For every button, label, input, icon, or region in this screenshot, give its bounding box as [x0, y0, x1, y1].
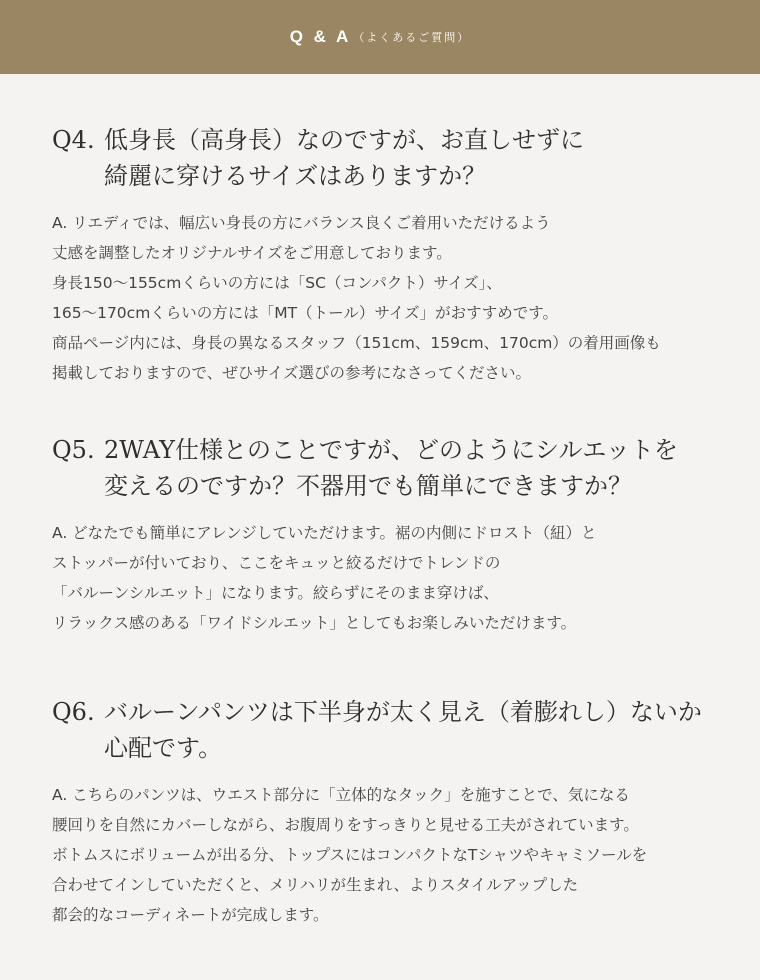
answer-line: ストッパーが付いており、ここをキュッと絞るだけでトレンドの — [52, 554, 501, 572]
header-title: Q & A — [289, 27, 352, 46]
qa-item-q4 — [52, 122, 720, 388]
answer-line: 商品ページ内には、身長の異なるスタッフ（151cm、159cm、170cm）の着用画像も — [52, 334, 661, 352]
answer-line: A. こちらのパンツは、ウエスト部分に「立体的なタック」を施すことで、気になる — [52, 786, 630, 804]
question-text — [104, 694, 720, 766]
question — [52, 122, 720, 194]
question-line: 心配です。 — [104, 734, 223, 762]
header-subtitle: （よくあるご質問） — [353, 31, 471, 44]
answer-line: A. リエディでは、幅広い身長の方にバランス良くご着用いただけるよう — [52, 214, 551, 232]
question-text — [104, 122, 720, 194]
question — [52, 694, 720, 766]
question-number: Q4. — [52, 126, 95, 154]
answer-line: A. どなたでも簡単にアレンジしていただけます。裾の内側にドロスト（紐）と — [52, 524, 597, 542]
answer-line: 身長150〜155cmくらいの方には「SC（コンパクト）サイズ」、 — [52, 274, 502, 292]
question-text — [104, 432, 720, 504]
answer-line: 合わせてインしていただくと、メリハリが生まれ、よりスタイルアップした — [52, 876, 579, 894]
answer — [52, 780, 720, 930]
question-number: Q5. — [52, 436, 95, 464]
question — [52, 432, 720, 504]
answer-line: 丈感を調整したオリジナルサイズをご用意しております。 — [52, 244, 452, 262]
answer-line: 都会的なコーディネートが完成します。 — [52, 906, 329, 924]
answer — [52, 208, 720, 388]
question-line: バルーンパンツは下半身が太く見え（着膨れし）ないか — [104, 698, 702, 726]
answer — [52, 518, 720, 638]
question-line: 低身長（高身長）なのですが、お直しせずに — [104, 126, 584, 154]
question-line: 綺麗に穿けるサイズはありますか？ — [104, 162, 487, 190]
qa-list — [0, 122, 760, 930]
answer-line: リラックス感のある「ワイドシルエット」としてもお楽しみいただけます。 — [52, 614, 577, 632]
qa-item-q5 — [52, 432, 720, 638]
answer-line: 165〜170cmくらいの方には「MT（トール）サイズ」がおすすめです。 — [52, 304, 558, 322]
answer-line: 腰回りを自然にカバーしながら、お腹周りをすっきりと見せる工夫がされています。 — [52, 816, 639, 834]
question-number: Q6. — [52, 698, 95, 726]
page-header — [0, 0, 760, 74]
question-line: 変えるのですか？不器用でも簡単にできますか？ — [104, 472, 632, 500]
answer-line: 掲載しておりますので、ぜひサイズ選びの参考になさってください。 — [52, 364, 531, 382]
answer-line: ボトムスにボリュームが出る分、トップスにはコンパクトなTシャツやキャミソールを — [52, 846, 648, 864]
answer-line: 「バルーンシルエット」になります。絞らずにそのまま穿けば、 — [52, 584, 499, 602]
qa-item-q6 — [52, 694, 720, 930]
question-line: 2WAY仕様とのことですが、どのようにシルエットを — [104, 436, 678, 464]
